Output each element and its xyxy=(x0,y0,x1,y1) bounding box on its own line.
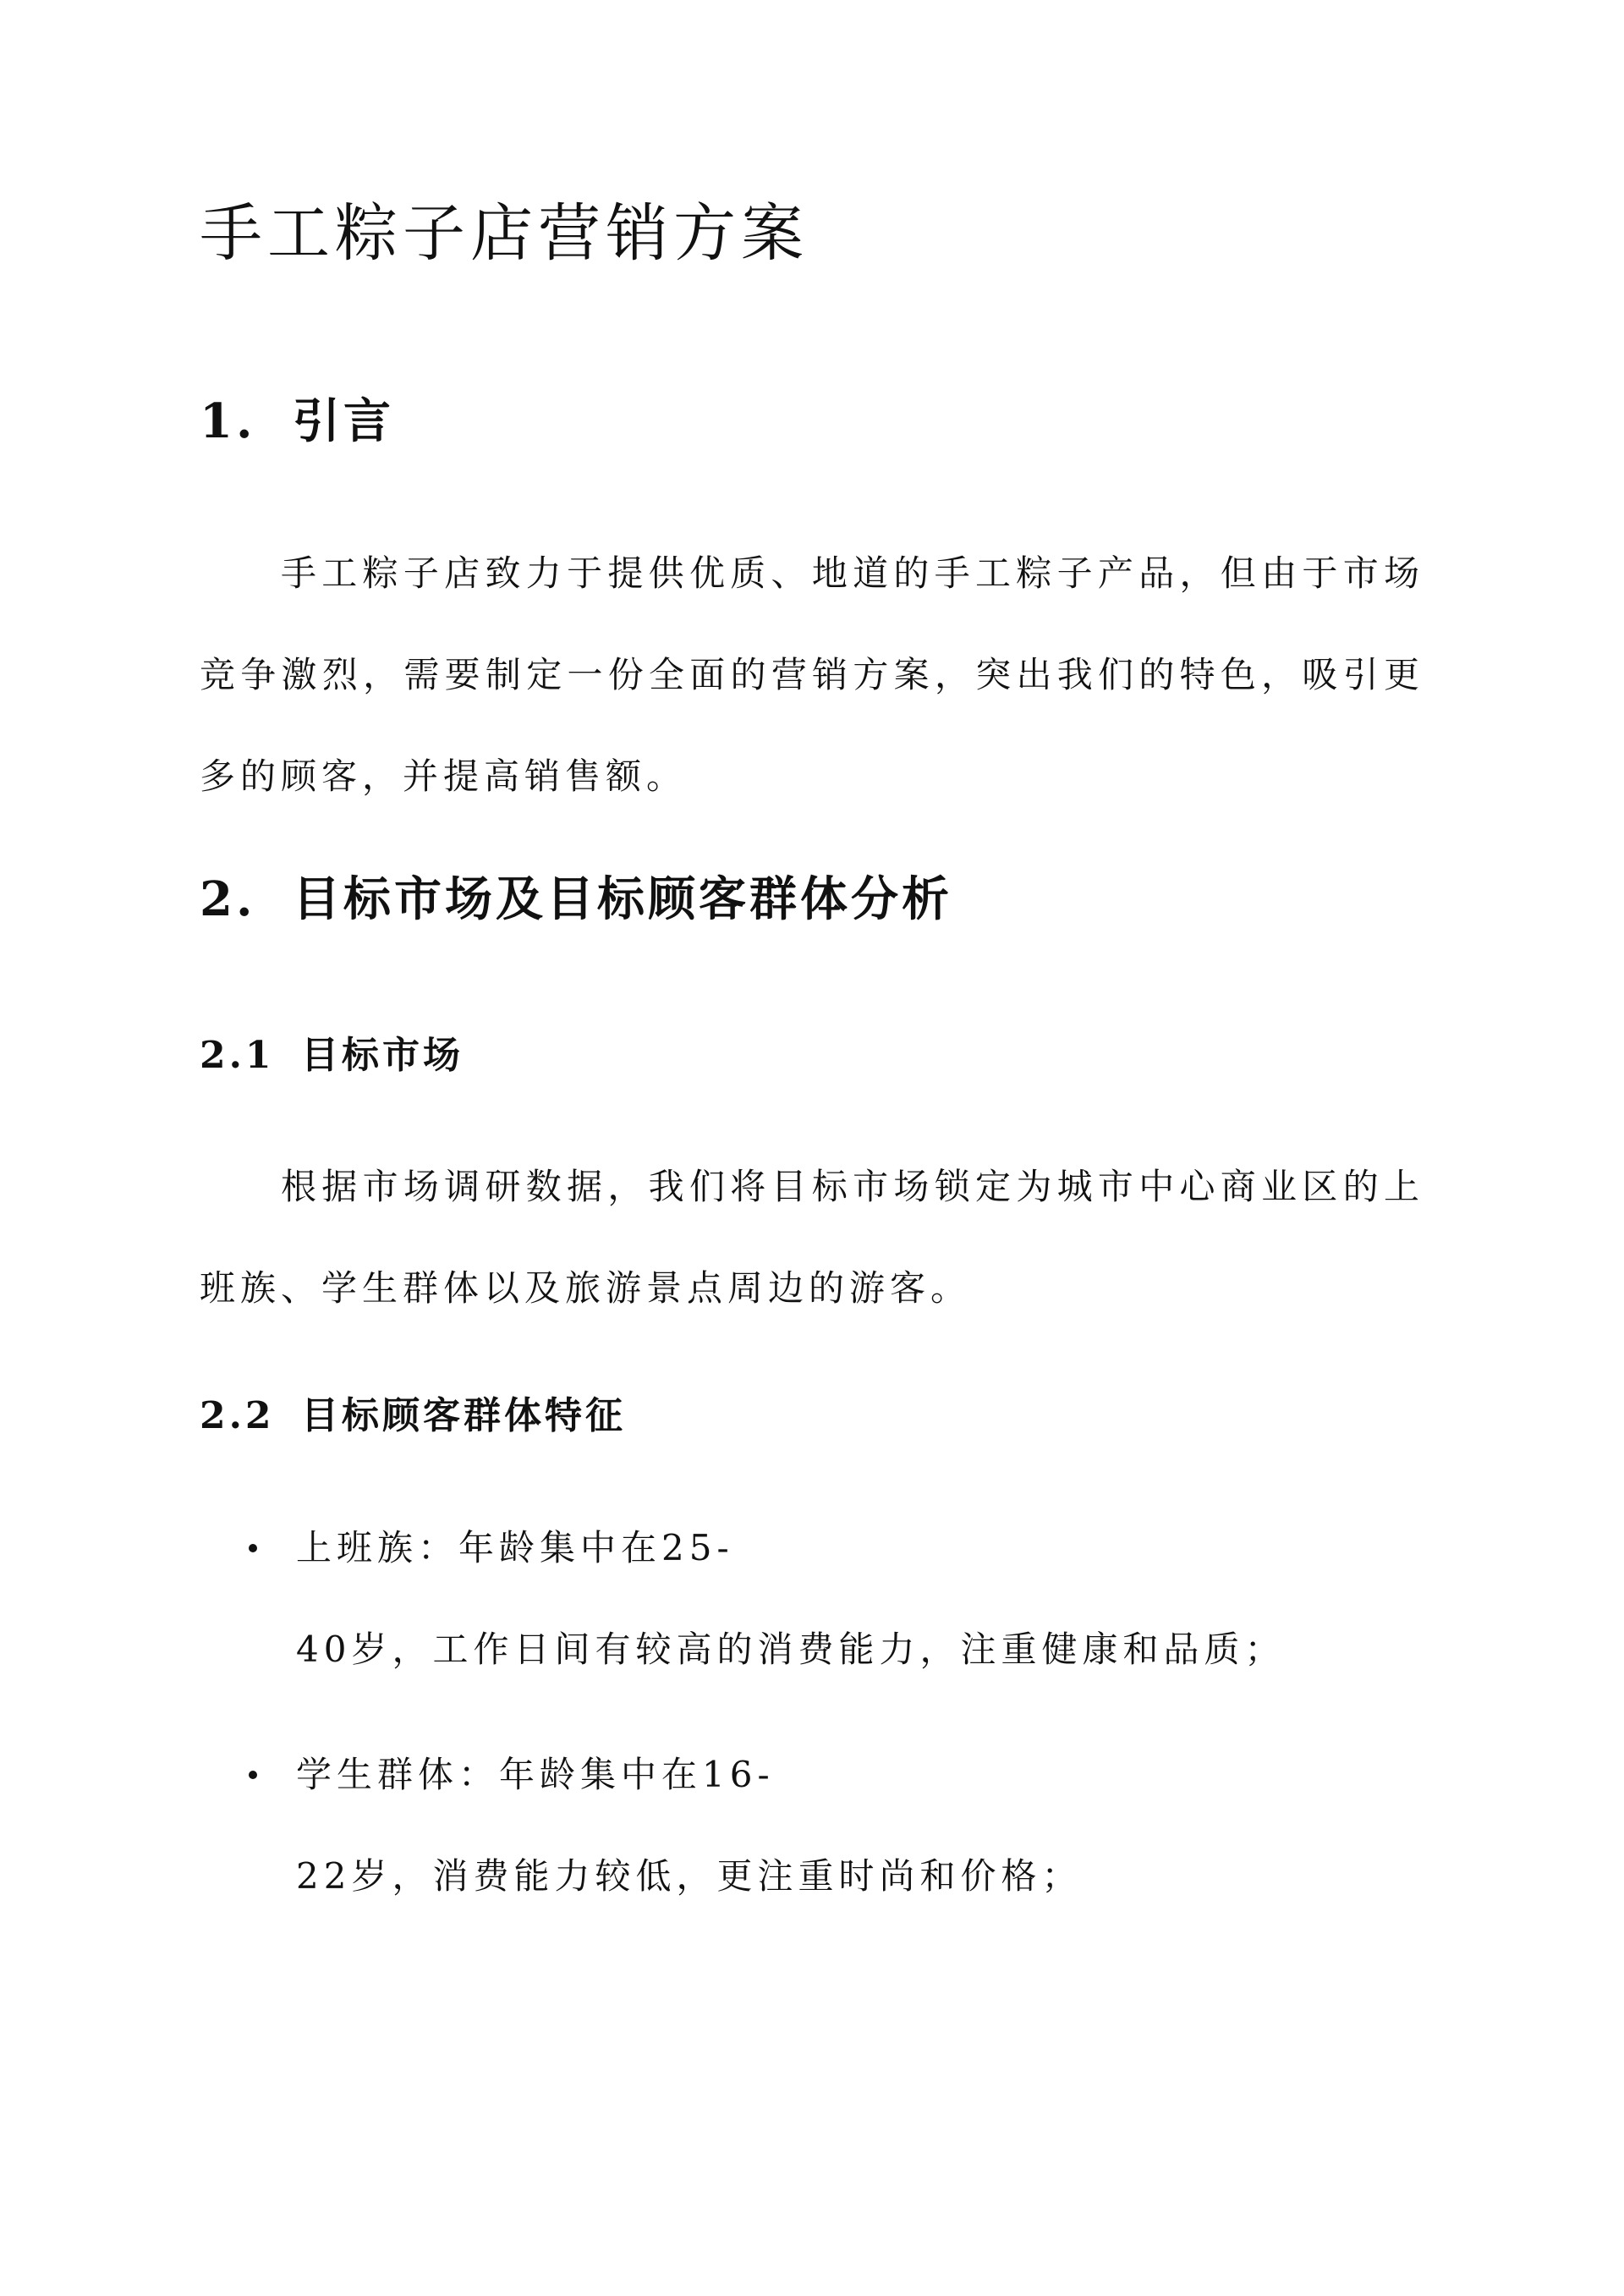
subsection-2-1-heading xyxy=(200,1034,464,1079)
document-title: 手工粽子店营销方案 xyxy=(200,197,809,270)
section-1-title: 引言 xyxy=(293,393,394,449)
subsection-2-1-number: 2.1 xyxy=(200,1034,275,1077)
customer-traits-list xyxy=(200,1497,1424,1927)
section-2-number: 2. xyxy=(200,871,256,927)
section-1-number: 1. xyxy=(200,393,256,449)
section-2-title: 目标市场及目标顾客群体分析 xyxy=(293,871,952,927)
section-1-heading xyxy=(200,393,394,450)
list-item-line: 学生群体：年龄集中在16- xyxy=(296,1754,775,1795)
list-item-line: 上班族：年龄集中在25- xyxy=(296,1527,734,1568)
subsection-2-1-title: 目标市场 xyxy=(301,1034,464,1077)
bullet-icon xyxy=(249,1771,257,1779)
section-1-paragraph: 手工粽子店致力于提供优质、地道的手工粽子产品，但由于市场竞争激烈，需要制定一份全面的营销方案，突出我们的特色，吸引更多的顾客，并提高销售额。 xyxy=(200,552,1424,797)
subsection-2-1-paragraph: 根据市场调研数据，我们将目标市场锁定为城市中心商业区的上班族、学生群体以及旅游景点周边的游客。 xyxy=(200,1166,1424,1309)
section-2-heading xyxy=(200,871,952,928)
subsection-2-2-number: 2.2 xyxy=(200,1394,275,1437)
subsection-2-2-title: 目标顾客群体特征 xyxy=(301,1394,626,1437)
list-item-line: 22岁，消费能力较低，更注重时尚和价格； xyxy=(296,1855,1083,1897)
list-item xyxy=(200,1724,1424,1927)
list-item-line: 40岁，工作日间有较高的消费能力，注重健康和品质； xyxy=(296,1629,1286,1670)
subsection-2-2-heading xyxy=(200,1394,626,1439)
list-item xyxy=(200,1497,1424,1700)
bullet-icon xyxy=(249,1544,257,1552)
